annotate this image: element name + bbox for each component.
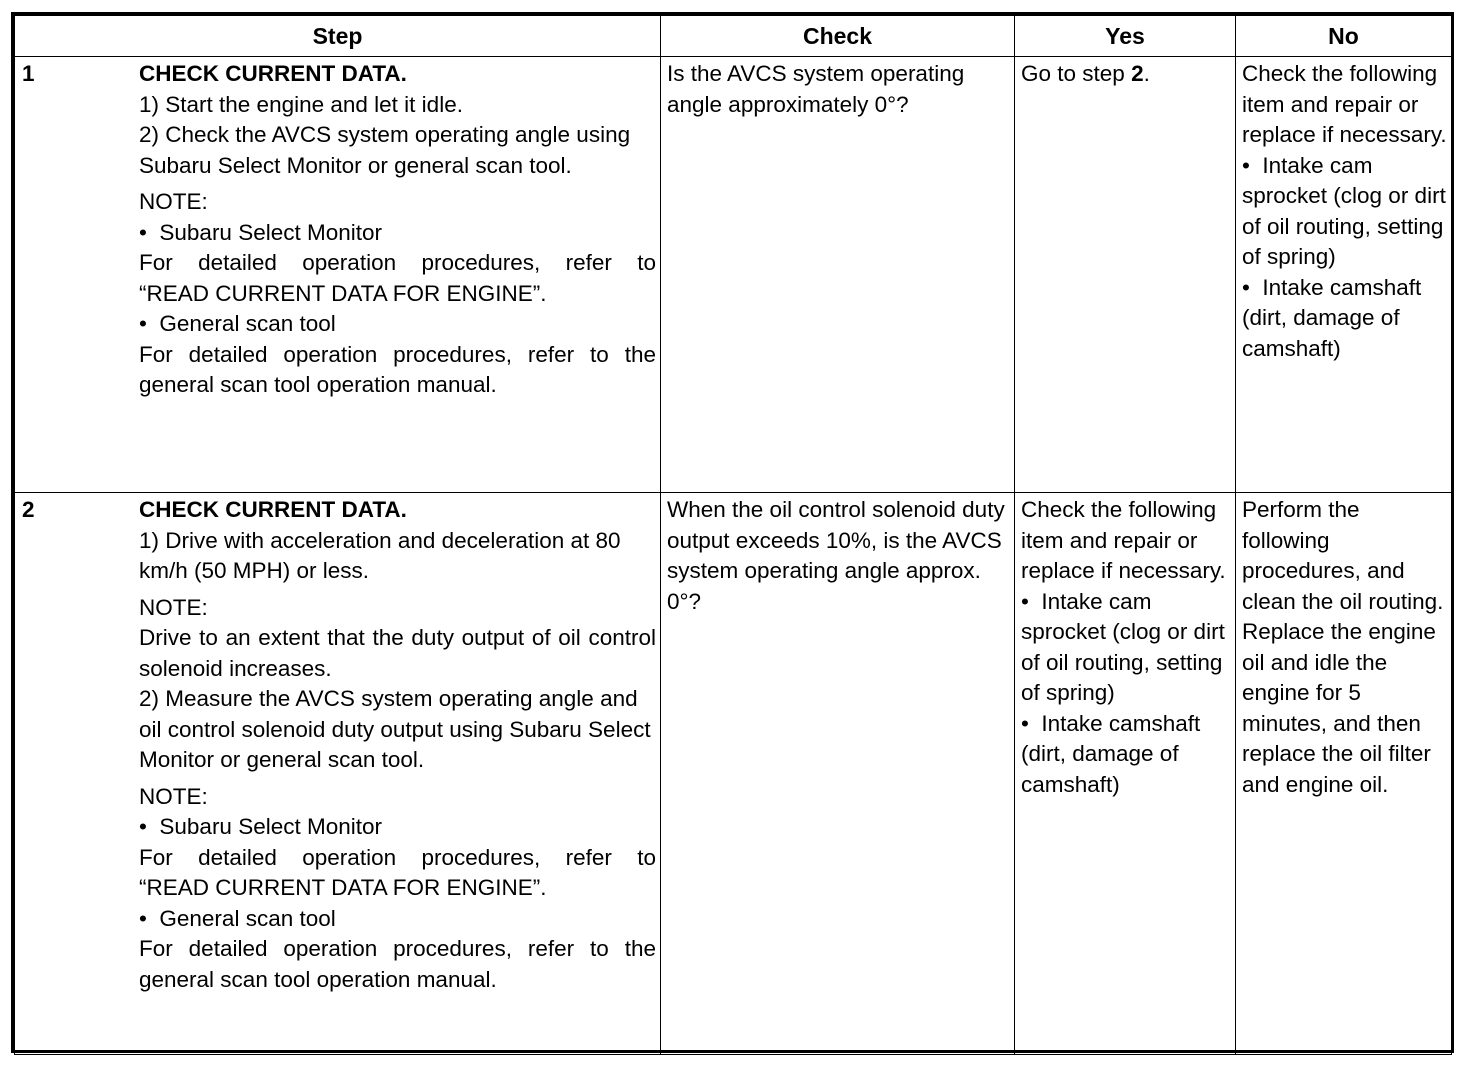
header-no: No	[1236, 16, 1452, 57]
yes-item: • Intake cam sprocket (clog or dirt of oil routing, setting of spring)	[1021, 587, 1231, 709]
no-cell	[1236, 493, 1452, 1055]
check-question: When the oil control solenoid duty output exceeds 10%, is the AVCS system operating angle approx. 0°?	[667, 497, 1005, 614]
note-label: NOTE:	[139, 189, 208, 214]
no-item: • Intake cam sprocket (clog or dirt of oil routing, setting of spring)	[1242, 151, 1447, 273]
note-bullet: • Subaru Select Monitor	[139, 812, 656, 843]
step-instruction: 2) Measure the AVCS system operating angle and oil control solenoid duty output using Subaru Select Monitor or general scan tool.	[139, 686, 651, 772]
note-text: For detailed operation procedures, refer to	[139, 250, 656, 275]
note-text: “READ CURRENT DATA FOR ENGINE”.	[139, 875, 547, 900]
yes-cell	[1015, 493, 1236, 1055]
yes-cell	[1015, 57, 1236, 493]
header-check: Check	[661, 16, 1015, 57]
step-cell	[15, 57, 661, 493]
table-header-row	[15, 16, 1452, 57]
table-row	[15, 57, 1452, 493]
yes-step-ref: 2	[1131, 61, 1144, 86]
check-question: Is the AVCS system operating angle approximately 0°?	[667, 61, 965, 117]
step-cell	[15, 493, 661, 1055]
table-row	[15, 493, 1452, 1055]
header-step: Step	[15, 16, 661, 57]
no-cell	[1236, 57, 1452, 493]
yes-action-text: Go to step	[1021, 61, 1132, 86]
yes-action-end: .	[1143, 61, 1150, 86]
yes-action: Check the following item and repair or replace if necessary.	[1021, 497, 1226, 583]
step-number: 2	[22, 497, 35, 522]
step-title: CHECK CURRENT DATA.	[139, 497, 407, 522]
no-action: Replace the engine oil and idle the engine for 5 minutes, and then replace the oil filter and engine oil.	[1242, 619, 1436, 797]
yes-action	[1021, 59, 1231, 90]
step-instruction: 1) Start the engine and let it idle.	[139, 91, 463, 117]
step-number: 1	[22, 61, 35, 86]
header-yes: Yes	[1015, 16, 1236, 57]
note-text: For detailed operation procedures, refer to the general scan tool operation manual.	[139, 341, 656, 397]
note-text: Drive to an extent that the duty output of oil control solenoid increases.	[139, 625, 656, 681]
note-bullet: • Subaru Select Monitor	[139, 218, 656, 249]
no-action: Perform the following procedures, and clean the oil routing.	[1242, 497, 1444, 614]
note-bullet: • General scan tool	[139, 309, 656, 340]
step-body	[139, 57, 656, 401]
note-label: NOTE:	[139, 783, 208, 809]
no-item: • Intake camshaft (dirt, damage of camshaft)	[1242, 273, 1447, 365]
step-title: CHECK CURRENT DATA.	[139, 61, 407, 86]
diagnostic-procedure-table-frame	[11, 12, 1454, 1053]
check-cell	[661, 493, 1015, 1055]
diagnostic-procedure-table	[14, 15, 1452, 1055]
step-body	[139, 493, 656, 995]
yes-item: • Intake camshaft (dirt, damage of camshaft)	[1021, 709, 1231, 801]
note-bullet: • General scan tool	[139, 904, 656, 935]
note-text: For detailed operation procedures, refer to	[139, 844, 656, 870]
check-cell	[661, 57, 1015, 493]
step-instruction: 1) Drive with acceleration and deceleration at 80 km/h (50 MPH) or less.	[139, 527, 621, 583]
note-text: For detailed operation procedures, refer to the general scan tool operation manual.	[139, 936, 656, 992]
no-action: Check the following item and repair or replace if necessary.	[1242, 61, 1447, 147]
note-text: “READ CURRENT DATA FOR ENGINE”.	[139, 280, 547, 306]
note-label: NOTE:	[139, 594, 208, 620]
step-instruction: 2) Check the AVCS system operating angle using Subaru Select Monitor or general scan tool.	[139, 122, 631, 178]
